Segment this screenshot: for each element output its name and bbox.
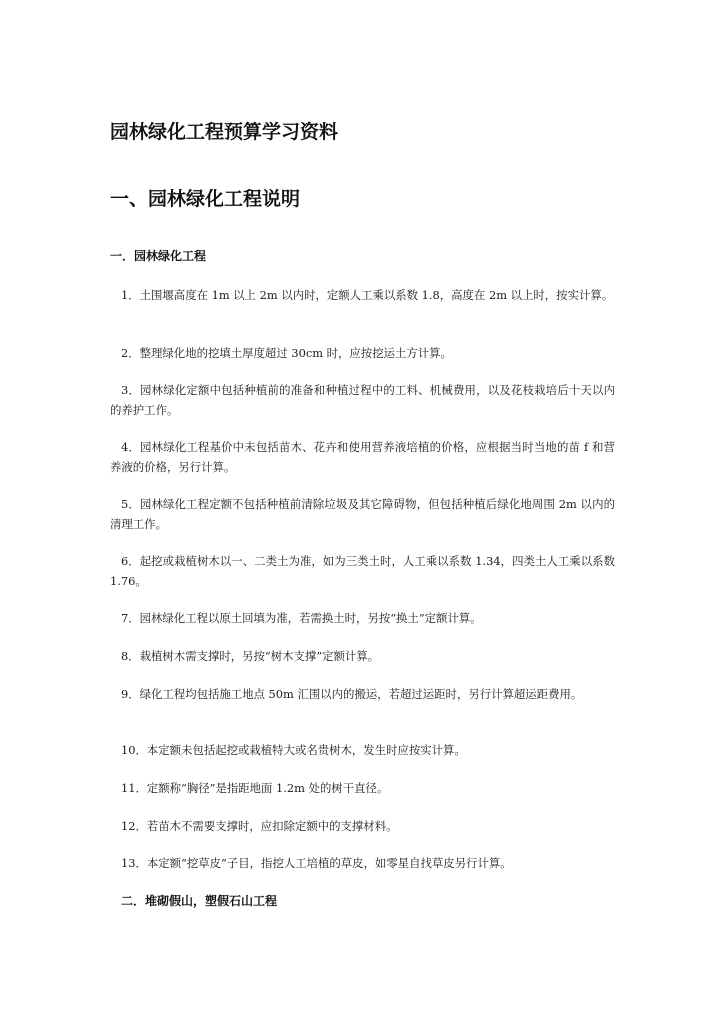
list-item: 2．整理绿化地的挖填土厚度超过 30cm 时，应按挖运土方计算。	[121, 346, 452, 360]
list-item: 6．起挖或栽植树木以一、二类土为准，如为三类土时，人工乘以系数 1.34，四类土人工乘以系数 1.76。	[110, 554, 615, 588]
list-item: 7．园林绿化工程以原土回填为准，若需换土时，另按“换土”定额计算。	[121, 611, 482, 625]
list-item: 3．园林绿化定额中包括种植前的准备和种植过程中的工料、机械费用，以及花枝栽培后十天以内的养护工作。	[110, 383, 615, 417]
list-item: 10．本定额未包括起挖或栽植特大或名贵树木，发生时应按实计算。	[121, 743, 466, 757]
subsection-heading-rockery: 二．堆砌假山，塑假石山工程	[121, 894, 278, 908]
list-item: 11．定额称“胸径”是指距地面 1.2m 处的树干直径。	[121, 781, 389, 795]
list-item: 8．栽植树木需支撑时，另按“树木支撑”定额计算。	[121, 649, 380, 663]
list-item: 5．园林绿化工程定额不包括种植前清除垃圾及其它障碍物，但包括种植后绿化地周围 2m 以内的清理工作。	[110, 497, 615, 531]
list-item: 1．土围堰高度在 1m 以上 2m 以内时，定额人工乘以系数 1.8，高度在 2m 以上时，按实计算。	[121, 288, 614, 302]
document-title: 园林绿化工程预算学习资料	[110, 121, 339, 143]
list-item: 12．若苗木不需要支撑时，应扣除定额中的支撑材料。	[121, 819, 398, 833]
subsection-heading-landscaping: 一．园林绿化工程	[110, 249, 207, 263]
list-item: 9．绿化工程均包括施工地点 50m 汇围以内的搬运，若超过运距时，另行计算超运距费用。	[121, 687, 583, 701]
list-item: 13．本定额“挖草皮”子目，指挖人工培植的草皮，如零星自找草皮另行计算。	[121, 856, 512, 870]
section-title: 一、园林绿化工程说明	[110, 188, 301, 210]
list-item: 4．园林绿化工程基价中未包括苗木、花卉和使用营养液培植的价格，应根据当时当地的苗 f 和营养液的价格，另行计算。	[110, 440, 615, 474]
